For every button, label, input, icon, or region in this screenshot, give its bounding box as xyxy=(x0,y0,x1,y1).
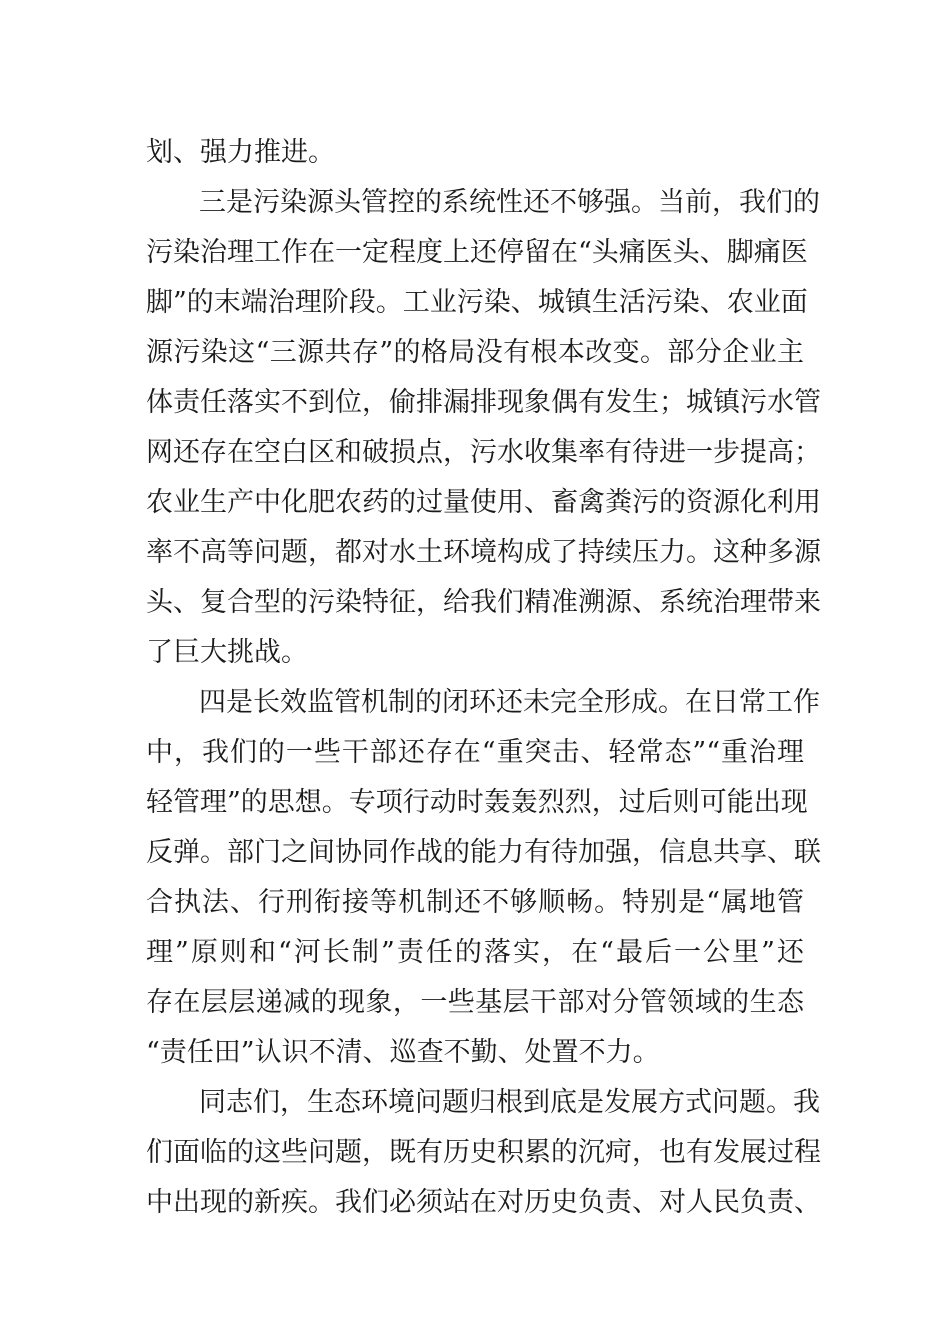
text-line: 反弹。部门之间协同作战的能力有待加强，信息共享、联 xyxy=(146,837,821,868)
text-line: 率不高等问题，都对水土环境构成了持续压力。这种多源 xyxy=(146,537,821,568)
paragraph-start-line: 三是污染源头管控的系统性还不够强。当前，我们的 xyxy=(199,187,820,218)
text-line: 轻管理”的思想。专项行动时轰轰烈烈，过后则可能出现 xyxy=(146,787,808,818)
text-line: 脚”的末端治理阶段。工业污染、城镇生活污染、农业面 xyxy=(146,287,808,318)
text-line: 农业生产中化肥农药的过量使用、畜禽粪污的资源化利用 xyxy=(146,487,821,518)
text-line: 理”原则和“河长制”责任的落实，在“最后一公里”还 xyxy=(146,937,804,968)
text-line: 中出现的新疾。我们必须站在对历史负责、对人民负责、 xyxy=(146,1187,821,1218)
text-line: 们面临的这些问题，既有历史积累的沉疴，也有发展过程 xyxy=(146,1137,821,1168)
text-line: 源污染这“三源共存”的格局没有根本改变。部分企业主 xyxy=(146,337,804,368)
text-line: 中，我们的一些干部还存在“重突击、轻常态”“重治理 xyxy=(146,737,804,768)
text-line: 了巨大挑战。 xyxy=(146,637,308,668)
text-line: “责任田”认识不清、巡查不勤、处置不力。 xyxy=(146,1037,660,1068)
text-line: 合执法、行刑衔接等机制还不够顺畅。特别是“属地管 xyxy=(146,887,804,918)
text-line: 网还存在空白区和破损点，污水收集率有待进一步提高； xyxy=(146,437,821,468)
paragraph-start-line: 同志们，生态环境问题归根到底是发展方式问题。我 xyxy=(199,1087,820,1118)
text-line: 存在层层递减的现象，一些基层干部对分管领域的生态 xyxy=(146,987,804,1018)
text-line: 头、复合型的污染特征，给我们精准溯源、系统治理带来 xyxy=(146,587,821,618)
text-line: 划、强力推进。 xyxy=(146,137,335,168)
text-line: 污染治理工作在一定程度上还停留在“头痛医头、脚痛医 xyxy=(146,237,808,268)
text-line: 体责任落实不到位，偷排漏排现象偶有发生；城镇污水管 xyxy=(146,387,821,418)
paragraph-start-line: 四是长效监管机制的闭环还未完全形成。在日常工作 xyxy=(199,687,820,718)
